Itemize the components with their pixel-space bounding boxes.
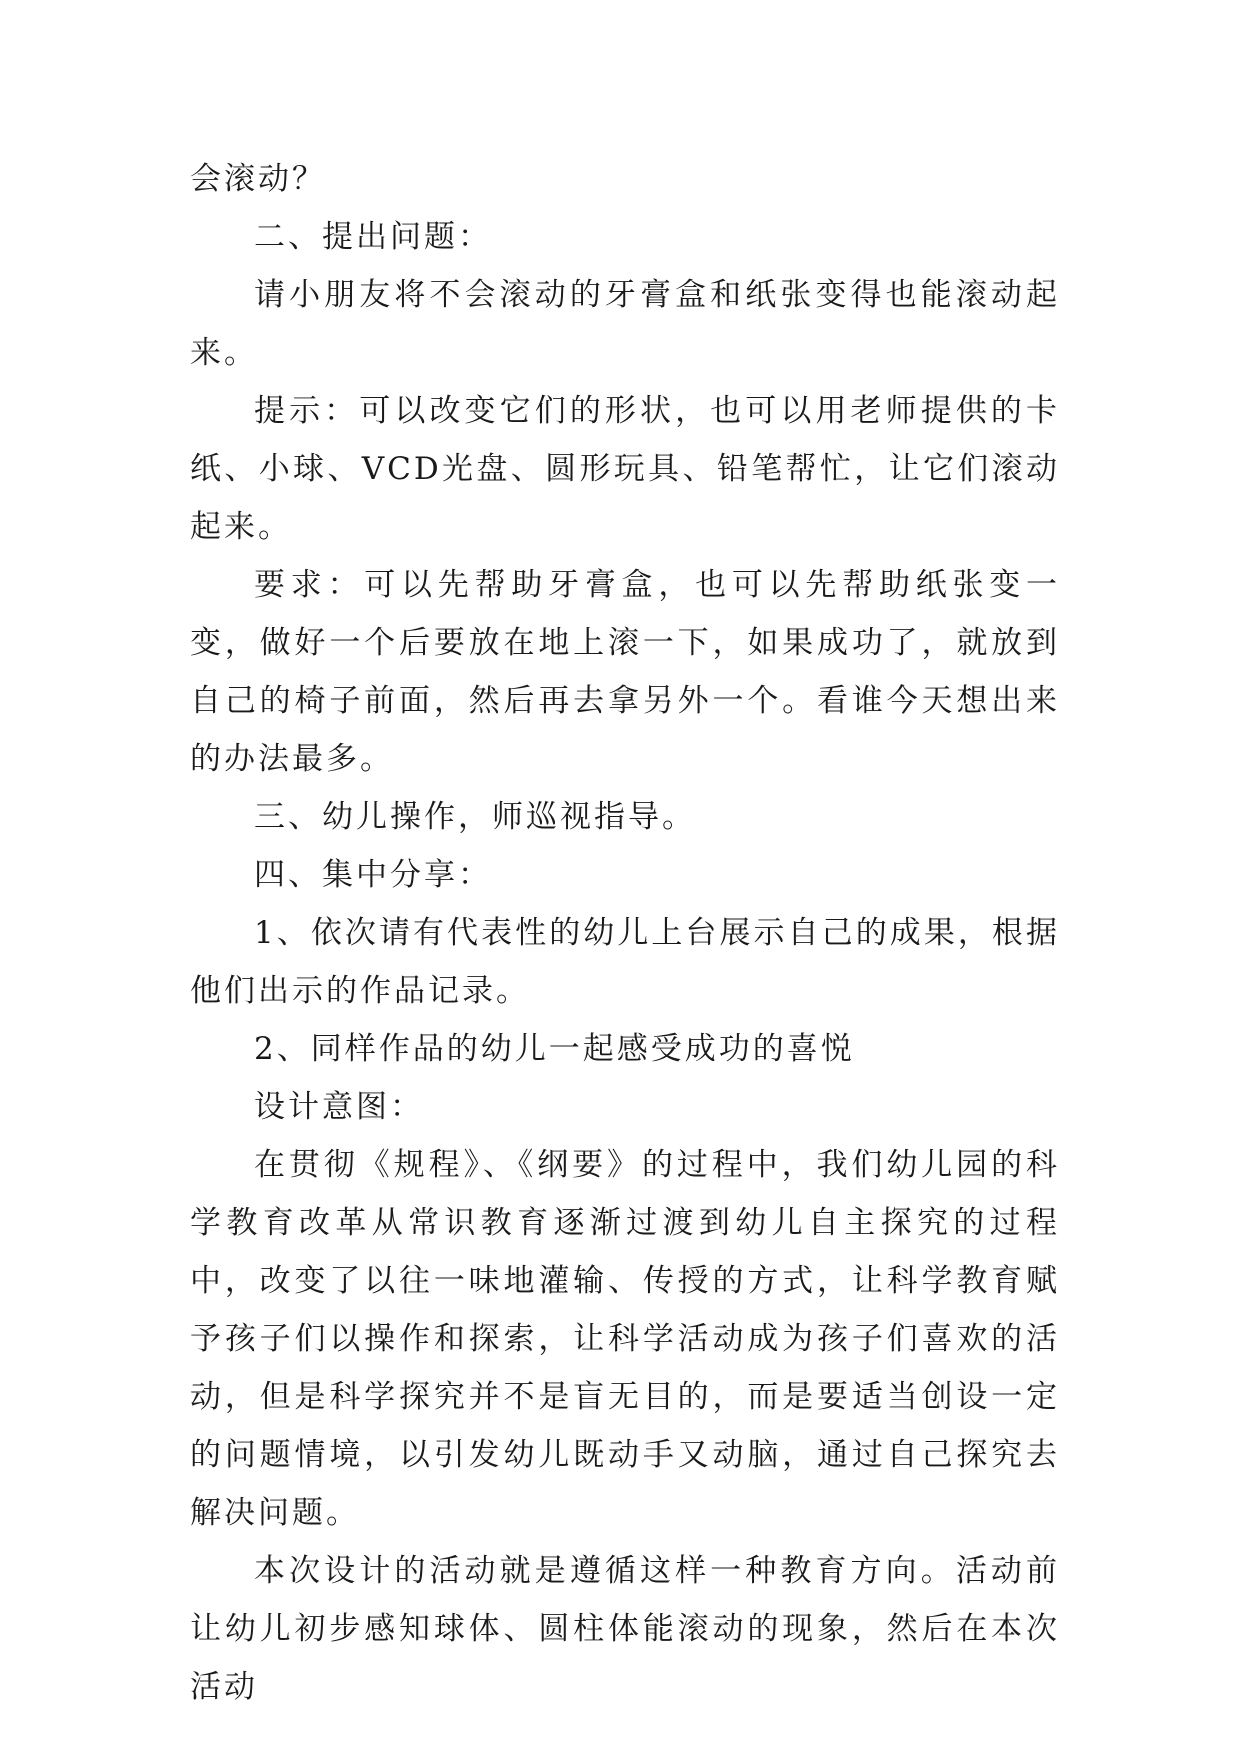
section-heading: 设计意图： [254, 1089, 424, 1125]
paragraph: 提示：可以改变它们的形状，也可以用老师提供的卡纸、小球、VCD光盘、圆形玩具、铅笔帮忙，让它们滚动起来。 [190, 393, 1060, 545]
paragraph: 本次设计的活动就是遵循这样一种教育方向。活动前让幼儿初步感知球体、圆柱体能滚动的现象，然后在本次活动 [190, 1553, 1060, 1705]
section-heading: 二、提出问题： [254, 219, 492, 255]
paragraph: 要求：可以先帮助牙膏盒，也可以先帮助纸张变一变，做好一个后要放在地上滚一下，如果成功了，就放到自己的椅子前面，然后再去拿另外一个。看谁今天想出来的办法最多。 [190, 567, 1060, 777]
section-heading: 四、集中分享： [254, 857, 492, 893]
document-body [190, 150, 1060, 1716]
list-item: 1、依次请有代表性的幼儿上台展示自己的成果，根据他们出示的作品记录。 [190, 915, 1060, 1009]
paragraph: 会滚动？ [190, 161, 326, 197]
list-item: 2、同样作品的幼儿一起感受成功的喜悦 [254, 1031, 855, 1067]
paragraph: 在贯彻《规程》、《纲要》的过程中，我们幼儿园的科学教育改革从常识教育逐渐过渡到幼儿自主探究的过程中，改变了以往一味地灌输、传授的方式，让科学教育赋予孩子们以操作和探索，让科学活动成为孩子们喜欢的活动，但是科学探究并不是盲无目的，而是要适当创设一定的问题情境，以引发幼儿既动手又动脑，通过自己探究去解决问题。 [190, 1147, 1060, 1531]
section-heading: 三、幼儿操作，师巡视指导。 [254, 799, 696, 835]
paragraph: 请小朋友将不会滚动的牙膏盒和纸张变得也能滚动起来。 [190, 277, 1060, 371]
